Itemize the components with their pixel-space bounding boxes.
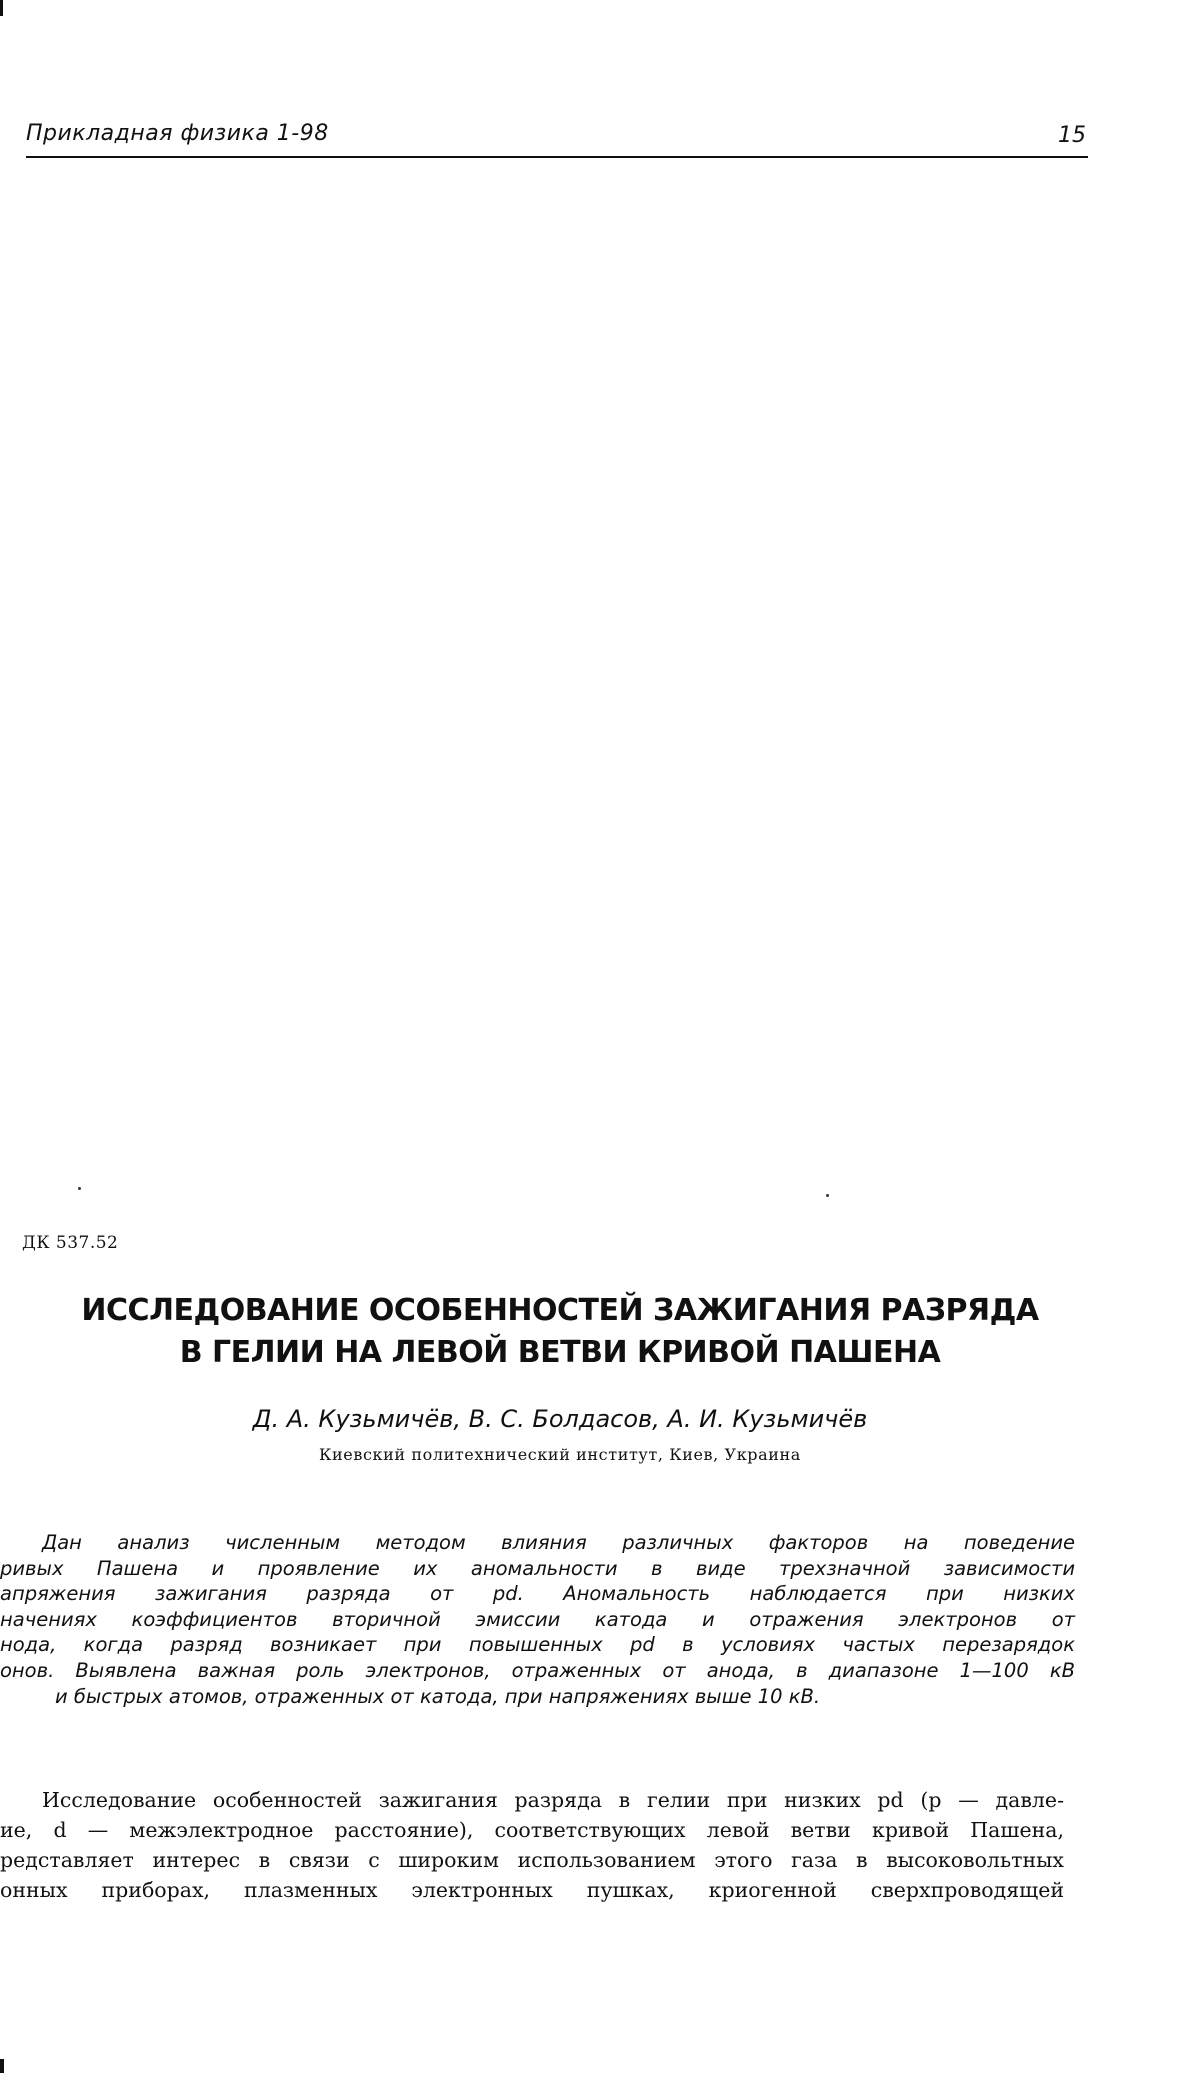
abstract-line: и быстрых атомов, отраженных от катода, при напряжениях выше 10 кВ.: [55, 1684, 821, 1708]
abstract-line: апряжения зажигания разряда от pd. Аномальность наблюдается при низких: [0, 1582, 1075, 1606]
abstract: [0, 1530, 1075, 1709]
article-title: [0, 1290, 1120, 1374]
body-paragraph: [0, 1785, 1064, 1905]
title-line-1: ИССЛЕДОВАНИЕ ОСОБЕННОСТЕЙ ЗАЖИГАНИЯ РАЗРЯДА: [81, 1293, 1039, 1328]
abstract-line: онов. Выявлена важная роль электронов, отраженных от анода, в диапазоне 1—100 кВ: [0, 1658, 1075, 1682]
scan-speck: [78, 1187, 81, 1190]
body-line: онных приборах, плазменных электронных пушках, криогенной сверхпроводящей: [0, 1878, 1064, 1902]
body-line: ие, d — межэлектродное расстояние), соответствующих левой ветви кривой Пашена,: [0, 1818, 1064, 1842]
journal-name: Прикладная физика 1-98: [26, 121, 329, 146]
scan-edge-mark: [0, 2059, 4, 2073]
authors: Д. А. Кузьмичёв, В. С. Болдасов, А. И. Кузьмичёв: [252, 1405, 868, 1433]
scan-speck: [826, 1194, 829, 1197]
page-number: 15: [1058, 123, 1086, 148]
affiliation: Киевский политехнический институт, Киев, Украина: [319, 1445, 801, 1464]
title-line-2: В ГЕЛИИ НА ЛЕВОЙ ВЕТВИ КРИВОЙ ПАШЕНА: [179, 1335, 941, 1370]
scan-edge-mark: [0, 0, 3, 16]
body-line: Исследование особенностей зажигания разряда в гелии при низких pd (p — давле-: [42, 1788, 1064, 1812]
abstract-line: Дан анализ численным методом влияния различных факторов на поведение: [42, 1531, 1075, 1554]
abstract-line: нода, когда разряд возникает при повышенных pd в условиях частых перезарядок: [0, 1633, 1075, 1657]
udc-code: ДК 537.52: [22, 1233, 119, 1253]
running-header: [26, 116, 1088, 158]
abstract-line: ривых Пашена и проявление их аномальности в виде трехзначной зависимости: [0, 1556, 1075, 1580]
body-line: редставляет интерес в связи с широким использованием этого газа в высоковольтных: [0, 1848, 1064, 1872]
abstract-line: начениях коэффициентов вторичной эмиссии катода и отражения электронов от: [0, 1607, 1075, 1631]
